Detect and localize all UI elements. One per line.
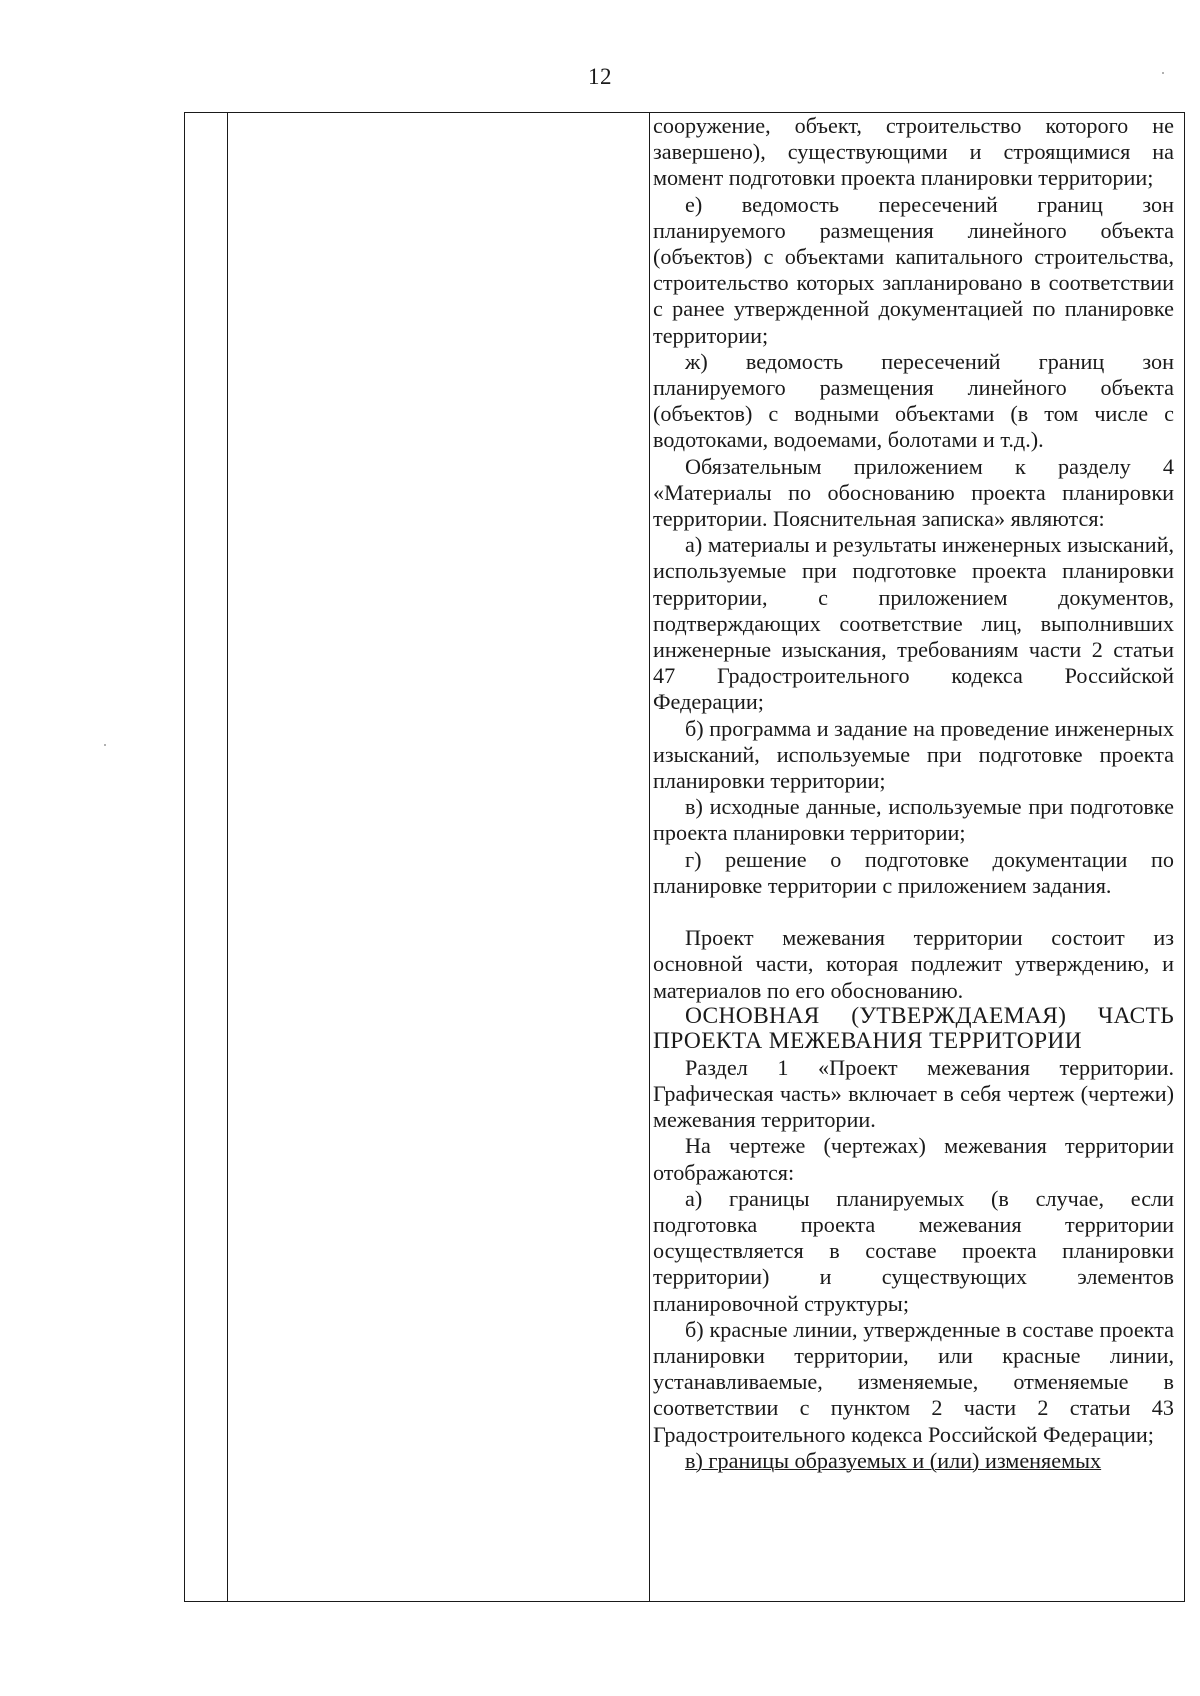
blank-line: [653, 899, 1174, 925]
paragraph-continuation: сооружение, объект, строительство которого не завершено), существующими и строящимися на момент подготовки проекта планировки территории;: [653, 113, 1174, 191]
paragraph-section-1: Раздел 1 «Проект межевания территории. Графическая часть» включает в себя чертеж (чертежи) межевания территории.: [653, 1054, 1174, 1133]
scan-speck: [104, 744, 106, 746]
list-item-g: г) решение о подготовке документации по планировке территории с приложением задания.: [653, 846, 1174, 898]
list-item-a: а) материалы и результаты инженерных изысканий, используемые при подготовке проекта планировки территории, с приложением документов, подтверждающих соответствие лиц, выполнивших инженерные изыскания, требованиям части 2 статьи 47 Градостроительного кодекса Российской Федерации;: [653, 532, 1174, 715]
list-item-b-red-lines: б) красные линии, утвержденные в составе проекта планировки территории, или красные линии, устанавливаемые, изменяемые, отменяемые в соответствии с пунктом 2 части 2 статьи 43 Градостроительного кодекса Российской Федерации;: [653, 1316, 1174, 1447]
document-table: [184, 112, 1185, 1602]
table-text-column: [653, 113, 1174, 1601]
list-item-v: в) исходные данные, используемые при подготовке проекта планировки территории;: [653, 794, 1174, 846]
list-item-b: б) программа и задание на проведение инженерных изысканий, используемые при подготовке проекта планировки территории;: [653, 715, 1174, 794]
column-divider: [649, 113, 650, 1601]
paragraph-drawing-shows: На чертеже (чертежах) межевания территории отображаются:: [653, 1133, 1174, 1185]
column-divider: [227, 113, 228, 1601]
list-item-v-boundaries: в) границы образуемых и (или) изменяемых: [685, 1447, 1102, 1473]
scan-speck: [1162, 72, 1164, 74]
page-number: 12: [588, 64, 612, 89]
list-item-e: е) ведомость пересечений границ зон планируемого размещения линейного объекта (объектов) с объектами капитального строительства, строительство которых запланировано в соответствии с ранее утвержденной документацией по планировке территории;: [653, 191, 1174, 348]
list-item-a-boundaries: а) границы планируемых (в случае, если подготовка проекта межевания территории осуществляется в составе проекта планировки территории) и существующих элементов планировочной структуры;: [653, 1185, 1174, 1316]
paragraph-mandatory-appendix: Обязательным приложением к разделу 4 «Материалы по обоснованию проекта планировки территории. Пояснительная записка» являются:: [653, 453, 1174, 532]
paragraph-survey-project: Проект межевания территории состоит из основной части, которая подлежит утверждению, и материалов по его обоснованию.: [653, 925, 1174, 1003]
section-heading: ОСНОВНАЯ (УТВЕРЖДАЕМАЯ) ЧАСТЬ ПРОЕКТА МЕЖЕВАНИЯ ТЕРРИТОРИИ: [653, 1002, 1174, 1055]
list-item-zh: ж) ведомость пересечений границ зон планируемого размещения линейного объекта (объектов) с водными объектами (в том числе с водотоками, водоемами, болотами и т.д.).: [653, 348, 1174, 453]
